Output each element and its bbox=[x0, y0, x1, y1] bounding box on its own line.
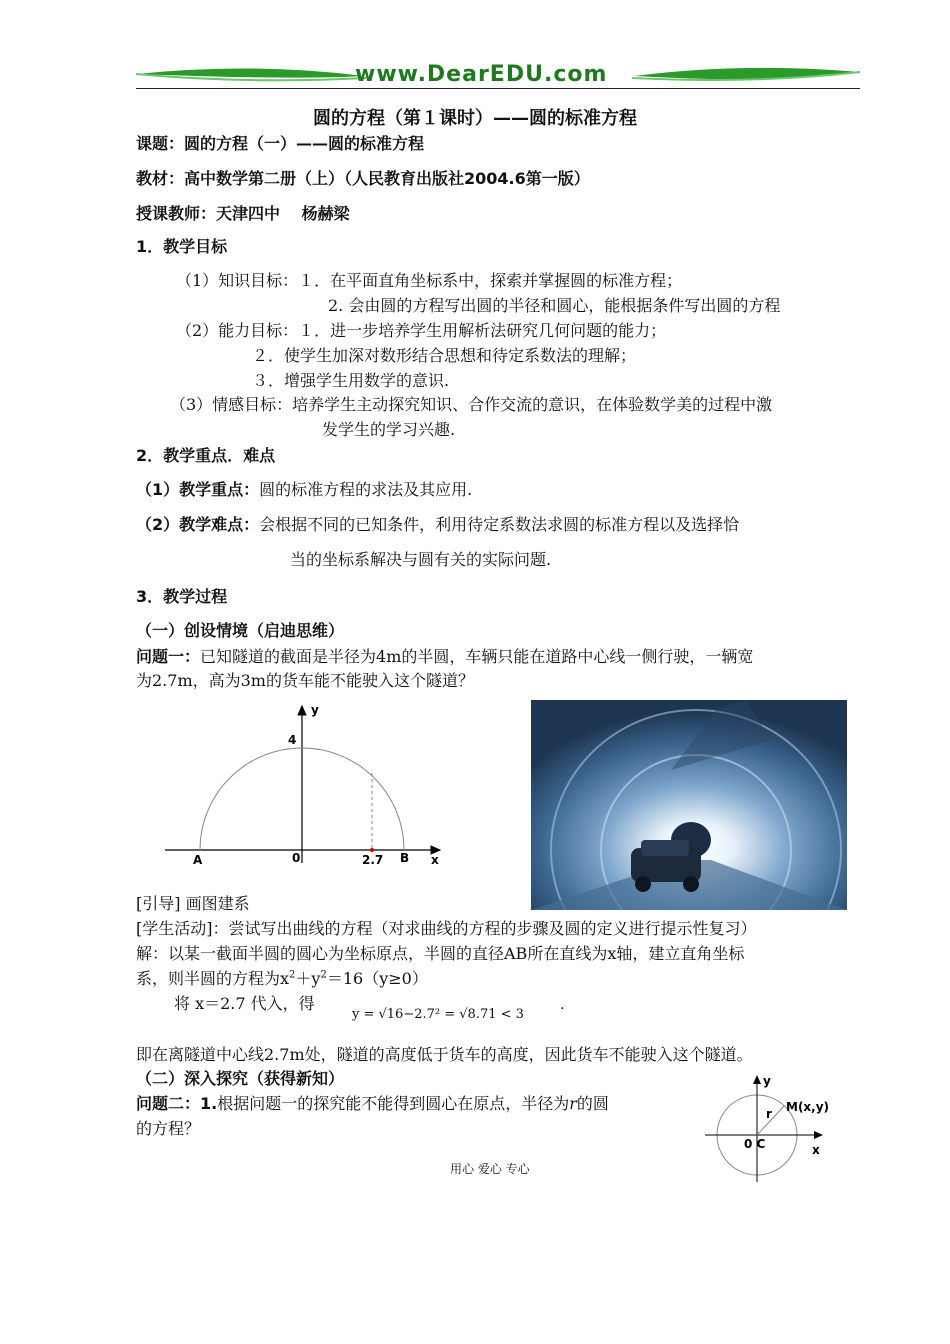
difficulty-label: （2）教学难点： bbox=[136, 515, 260, 534]
question1-line1 bbox=[136, 644, 753, 667]
y-tick-4: 4 bbox=[288, 733, 297, 747]
superscript-2a: 2 bbox=[289, 969, 296, 981]
header-rule bbox=[136, 88, 860, 89]
solution-line-2 bbox=[136, 966, 428, 989]
radius-symbol: r bbox=[569, 1094, 577, 1113]
substitution-text: 将 x＝2.7 代入，得 bbox=[174, 994, 315, 1013]
question2-text-1: 根据问题一的探究能不能得到圆心在原点，半径为 bbox=[217, 1094, 570, 1113]
question1-label: 问题一： bbox=[136, 647, 201, 666]
goal-knowledge-2: 2. 会由圆的方程写出圆的半径和圆心，能根据条件写出圆的方程 bbox=[328, 296, 781, 315]
x-axis-label: x bbox=[431, 853, 439, 867]
formula-result: y = √16−2.7² = √8.71 < 3 bbox=[352, 1007, 524, 1022]
textbook-line: 教材：高中数学第二册（上）（人民教育出版社2004.6第一版） bbox=[136, 169, 590, 188]
point-2-7 bbox=[370, 848, 374, 852]
point-m-label: M(x,y) bbox=[786, 1100, 830, 1114]
goal-ability-1: （2）能力目标：１．进一步培养学生用解析法研究几何问题的能力； bbox=[176, 321, 667, 340]
question2-text-1b: 的圆 bbox=[576, 1094, 609, 1113]
key-point-text: 圆的标准方程的求法及其应用. bbox=[259, 480, 473, 499]
teacher-line: 授课教师：天津四中 杨赫梁 bbox=[136, 204, 350, 223]
page-title: 圆的方程（第１课时）——圆的标准方程 bbox=[313, 108, 637, 129]
site-logo-text: www.DearEDU.com bbox=[355, 62, 608, 87]
superscript-2b: 2 bbox=[320, 969, 327, 981]
difficulty-text-1: 会根据不同的已知条件，利用待定系数法求圆的标准方程以及选择恰 bbox=[259, 515, 740, 534]
difficulty-text-2: 当的坐标系解决与圆有关的实际问题. bbox=[290, 550, 552, 569]
solution-text-c: ＝16（y≥0） bbox=[326, 969, 428, 988]
origin-center-label: 0 C bbox=[744, 1137, 766, 1151]
question2-label: 问题二：1. bbox=[136, 1094, 218, 1113]
goal-ability-2: ２．使学生加深对数形结合思想和待定系数法的理解； bbox=[252, 346, 637, 365]
tunnel-photo bbox=[531, 700, 847, 910]
formula-period: . bbox=[560, 997, 565, 1013]
key-point-label: （1）教学重点： bbox=[136, 480, 260, 499]
question2-line1 bbox=[136, 1091, 609, 1114]
question1-text-2: 为2.7m，高为3m的货车能不能驶入这个隧道？ bbox=[136, 671, 474, 690]
semicircle-diagram bbox=[160, 698, 450, 874]
circle-diagram bbox=[700, 1070, 840, 1186]
solution-line-1: 解：以某一截面半圆的圆心为坐标原点，半圆的直径AB所在直线为x轴，建立直角坐标 bbox=[136, 944, 745, 963]
question1-text-1: 已知隧道的截面是半径为4m的半圆，车辆只能在道路中心线一侧行驶，一辆宽 bbox=[200, 647, 754, 666]
point-b-label: B bbox=[400, 851, 410, 865]
goal-ability-3: ３．增强学生用数学的意识. bbox=[252, 371, 450, 390]
topic-line: 课题：圆的方程（一）——圆的标准方程 bbox=[136, 134, 425, 153]
solution-text-b: ＋y bbox=[295, 969, 321, 988]
difficulty-line bbox=[136, 512, 739, 535]
solution-text-a: 系，则半圆的方程为x bbox=[136, 969, 290, 988]
part2-heading: （二）深入探究（获得新知） bbox=[136, 1069, 345, 1088]
goal-emotion-2: 发学生的学习兴趣. bbox=[322, 420, 456, 439]
section-heading-goals: 1．教学目标 bbox=[136, 237, 228, 256]
y-axis-label: y bbox=[311, 703, 319, 717]
goal-emotion-1: （3）情感目标：培养学生主动探究知识、合作交流的意识，在体验数学美的过程中激 bbox=[170, 395, 773, 414]
section-heading-keypoints: 2．教学重点．难点 bbox=[136, 446, 276, 465]
x-tick-2-7: 2.7 bbox=[362, 853, 384, 867]
point-a-label: A bbox=[193, 853, 203, 867]
y-axis-label: y bbox=[763, 1074, 771, 1088]
key-point-line bbox=[136, 477, 472, 500]
footer-text: 用心 爱心 专心 bbox=[450, 1162, 530, 1176]
conclusion-line: 即在离隧道中心线2.7m处，隧道的高度低于货车的高度，因此货车不能驶入这个隧道。 bbox=[136, 1045, 753, 1064]
part1-heading: （一）创设情境（启迪思维） bbox=[136, 621, 345, 640]
guide-line: [引导] 画图建系 bbox=[136, 894, 250, 913]
student-activity-line: [学生活动]：尝试写出曲线的方程（对求曲线的方程的步骤及圆的定义进行提示性复习） bbox=[136, 919, 757, 938]
origin-label: 0 bbox=[292, 851, 301, 865]
x-axis-label: x bbox=[812, 1143, 820, 1157]
radius-label: r bbox=[766, 1107, 772, 1121]
goal-knowledge-1: （1）知识目标：１．在平面直角坐标系中，探索并掌握圆的标准方程； bbox=[176, 271, 683, 290]
section-heading-process: 3．教学过程 bbox=[136, 587, 228, 606]
question2-text-2: 的方程？ bbox=[136, 1119, 201, 1138]
